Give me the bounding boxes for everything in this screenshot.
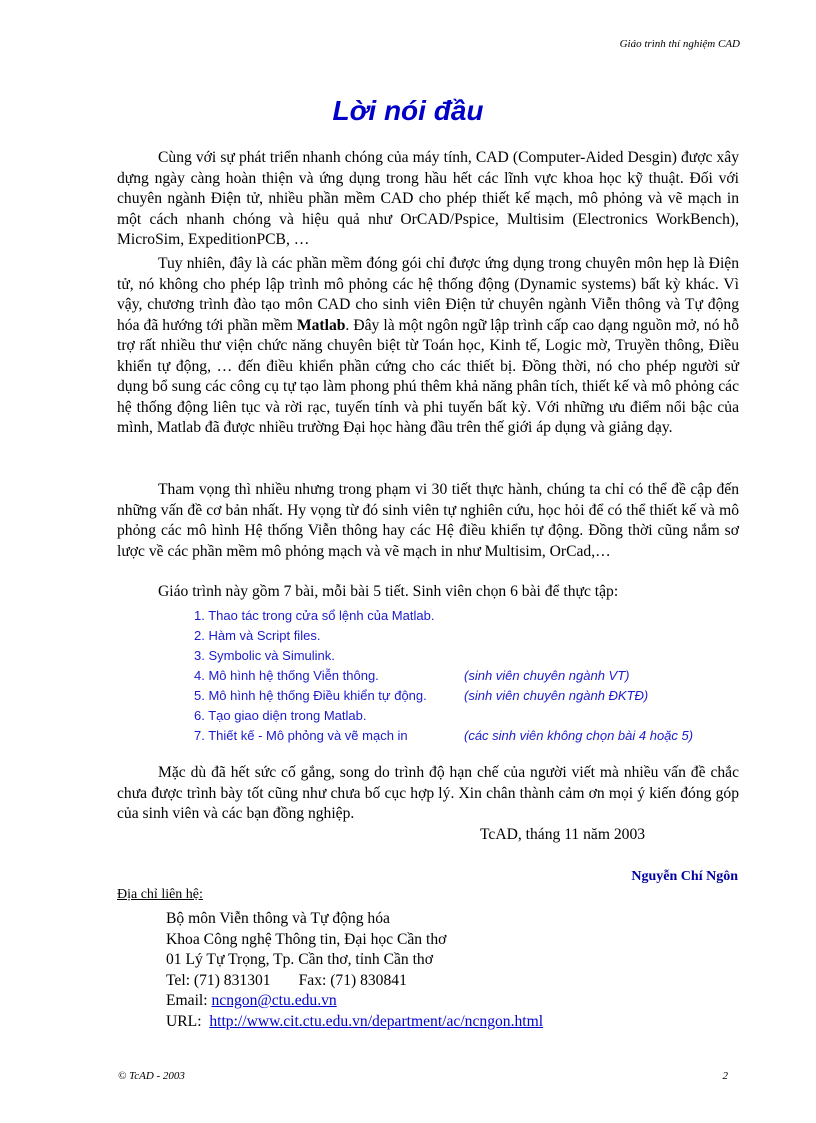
url-label: URL: bbox=[166, 1012, 210, 1030]
lesson-title: 6. Tạo giao diện trong Matlab. bbox=[194, 708, 367, 723]
contact-heading: Địa chỉ liên hệ: bbox=[117, 887, 203, 902]
paragraph-text: Cùng với sự phát triển nhanh chóng của máy tính, CAD (Computer-Aided Desgin) được xây dựng ngày càng hoàn thiện và ứng dụng trong hầu hết các lĩnh vực khoa học kỹ thuật. Đối với chuyên ngành Điện tử, nhiều phần mềm CAD cho phép thiết kế mạch, mô phỏng và vẽ mạch in một cách nhanh chóng và hiệu quả như OrCAD/Pspice, Multisim (Electronics WorkBench), MicroSim, ExpeditionPCB, … bbox=[117, 149, 739, 248]
paragraph-closing bbox=[117, 763, 739, 827]
paragraph-scope bbox=[117, 480, 739, 564]
paragraph-text: Mặc dù đã hết sức cố gắng, song do trình độ hạn chế của người viết mà nhiều vấn đề chắc chưa được trình bày tốt cũng như chưa bố cục hợp lý. Xin chân thành cảm ơn mọi ý kiến đóng góp của sinh viên và các bạn đồng nghiệp. bbox=[117, 764, 739, 822]
contact-department: Bộ môn Viễn thông và Tự động hóa bbox=[166, 910, 390, 927]
lesson-title: 5. Mô hình hệ thống Điều khiển tự động. bbox=[194, 688, 427, 703]
lesson-note: (sinh viên chuyên ngành ĐKTĐ) bbox=[464, 688, 649, 703]
lesson-note: (các sinh viên không chọn bài 4 hoặc 5) bbox=[464, 728, 694, 743]
lesson-title: 1. Thao tác trong cửa sổ lệnh của Matlab. bbox=[194, 608, 435, 623]
paragraph-text-part: . Đây là một ngôn ngữ lập trình cấp cao dạng nguồn mở, nó hỗ trợ rất nhiều thư viện chức năng chuyên biệt từ Toán học, Kinh tế, Logic mờ, Truyền thông, Điều khiển tự động, … đến điều khiển phần cứng cho các thiết bị. Đồng thời, nó cho phép người sử dụng bổ sung các công cụ tự tạo làm phong phú thêm khả năng phân tích, thiết kế và mô phỏng các hệ thống động liên tục và rời rạc, tuyến tính và phi tuyến bất kỳ. Với những ưu điểm nổi bậc của mình, Matlab đã được nhiều trường Đại học hàng đầu trên thế giới áp dụng và giảng dạy. bbox=[117, 316, 739, 436]
email-label: Email: bbox=[166, 992, 212, 1009]
lesson-item bbox=[194, 606, 754, 626]
paragraph-matlab bbox=[117, 254, 739, 441]
footer-copyright: © TcAD - 2003 bbox=[118, 1070, 185, 1082]
matlab-bold: Matlab bbox=[296, 316, 346, 334]
paragraph-text bbox=[117, 254, 739, 439]
lesson-item bbox=[194, 686, 754, 706]
lesson-item bbox=[194, 666, 754, 686]
lesson-intro bbox=[117, 582, 739, 605]
lesson-list bbox=[194, 606, 754, 746]
contact-email-line bbox=[166, 991, 543, 1012]
contact-block bbox=[166, 909, 543, 1032]
email-link[interactable]: ncngon@ctu.edu.vn bbox=[211, 992, 337, 1009]
signature-date: TcAD, tháng 11 năm 2003 bbox=[480, 826, 646, 843]
lesson-item bbox=[194, 626, 754, 646]
lesson-title: 3. Symbolic và Simulink. bbox=[194, 648, 335, 663]
url-link[interactable]: http://www.cit.ctu.edu.vn/department/ac/ncngon.html bbox=[209, 1012, 544, 1030]
lesson-item bbox=[194, 646, 754, 666]
contact-url-line bbox=[166, 1012, 543, 1033]
lesson-note: (sinh viên chuyên ngành VT) bbox=[464, 668, 630, 683]
page-title: Lời nói đầu bbox=[332, 95, 484, 126]
paragraph-text: Tham vọng thì nhiều nhưng trong phạm vi 30 tiết thực hành, chúng ta chỉ có thể đề cập đến những vấn đề cơ bản nhất. Hy vọng từ đó sinh viên tự nghiên cứu, học hỏi để có thể thiết kế và mô phỏng các mô hình Hệ thống Viễn thông hay các Hệ điều khiển tự động. Đồng thời cũng nắm sơ lược về các phần mềm mô phỏng mạch và vẽ mạch in như Multisim, OrCad,… bbox=[117, 481, 739, 560]
contact-fax: Fax: (71) 830841 bbox=[298, 971, 407, 989]
author-name: Nguyễn Chí Ngôn bbox=[631, 869, 738, 884]
page-number: 2 bbox=[722, 1070, 728, 1082]
paragraph-intro bbox=[117, 148, 739, 253]
running-header: Giáo trình thí nghiệm CAD bbox=[619, 38, 740, 50]
lesson-item bbox=[194, 726, 754, 746]
contact-faculty: Khoa Công nghệ Thông tin, Đại học Cần thơ bbox=[166, 930, 447, 948]
contact-address: 01 Lý Tự Trọng, Tp. Cần thơ, tỉnh Cần thơ bbox=[166, 951, 433, 968]
contact-tel: Tel: (71) 831301 bbox=[166, 971, 271, 989]
contact-phone-line bbox=[166, 971, 543, 992]
paragraph-text: Giáo trình này gồm 7 bài, mỗi bài 5 tiết. Sinh viên chọn 6 bài để thực tập: bbox=[158, 583, 619, 600]
lesson-title: 7. Thiết kế - Mô phỏng và vẽ mạch in bbox=[194, 728, 408, 743]
lesson-title: 4. Mô hình hệ thống Viễn thông. bbox=[194, 668, 379, 683]
paragraph-text-part: Tuy nhiên, đây là các phần mềm đóng gói chỉ được ứng dụng trong chuyên môn hẹp là Điện tử, nó không cho phép lập trình mô phỏng các hệ thống động (Dynamic systems) bất kỳ khác. Vì vậy, chương trình đào tạo môn CAD cho sinh viên Điện tử chuyên ngành Viễn thông và Tự động hóa đã hướng tới phần mềm bbox=[117, 255, 739, 334]
lesson-title: 2. Hàm và Script files. bbox=[194, 628, 321, 643]
lesson-item bbox=[194, 706, 754, 726]
